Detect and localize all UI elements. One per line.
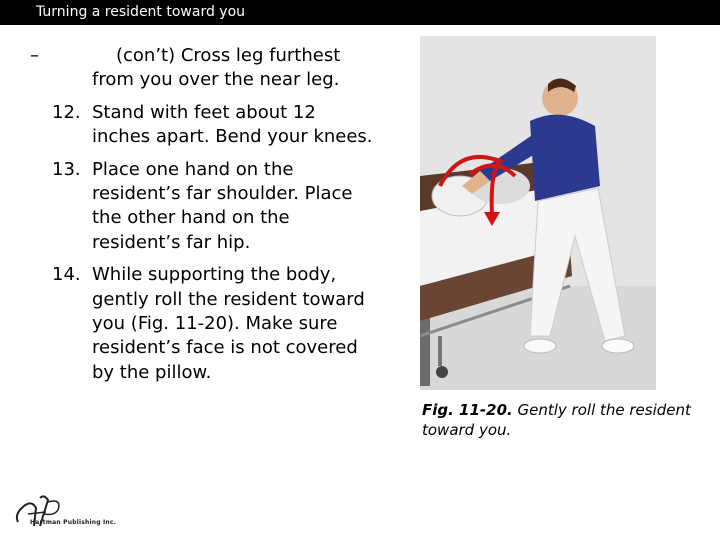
step-text: Stand with feet about 12 inches apart. Bend your knees. bbox=[92, 101, 373, 148]
step-marker: 12. bbox=[52, 101, 81, 123]
step-marker: 13. bbox=[52, 158, 81, 180]
step-item bbox=[22, 158, 377, 256]
title-bar bbox=[0, 0, 720, 25]
step-item bbox=[22, 44, 377, 93]
step-text: (con’t) Cross leg furthest from you over the near leg. bbox=[92, 45, 341, 91]
figure-photo bbox=[420, 36, 656, 390]
steps-list bbox=[22, 44, 377, 393]
step-item bbox=[22, 101, 377, 150]
publisher-logo bbox=[6, 492, 116, 534]
step-text: Place one hand on the resident’s far shoulder. Place the other hand on the resident’s far hip. bbox=[92, 158, 353, 253]
figure-label: Fig. 11-20. bbox=[422, 401, 513, 419]
step-item bbox=[22, 263, 377, 385]
logo-text: Hartman Publishing Inc. bbox=[30, 519, 117, 526]
slide-title: Turning a resident toward you bbox=[36, 4, 246, 20]
figure-caption-text: Gently roll the resident toward you. bbox=[422, 401, 691, 439]
caregiver-photo-illustration bbox=[420, 36, 656, 390]
step-marker: – bbox=[30, 45, 39, 66]
figure-caption bbox=[422, 400, 692, 440]
step-text: While supporting the body, gently roll the resident toward you (Fig. 11-20). Make sure resident’s face is not covered by the pillow. bbox=[92, 264, 365, 383]
step-marker: 14. bbox=[52, 264, 81, 286]
